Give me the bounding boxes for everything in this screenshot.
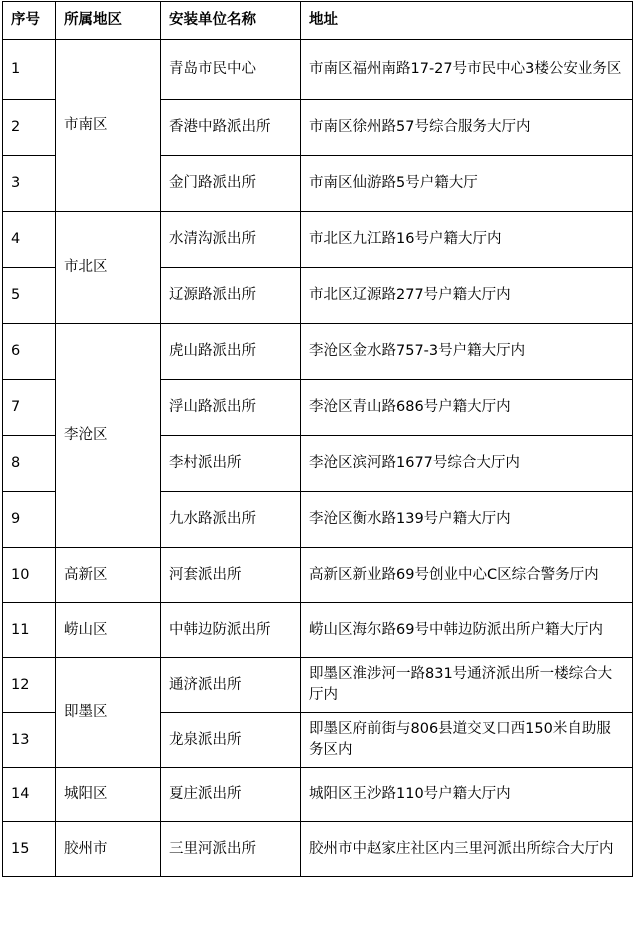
cell-unit-name: 夏庄派出所: [161, 768, 301, 822]
cell-unit-name: 香港中路派出所: [161, 100, 301, 156]
cell-region: 胶州市: [56, 822, 161, 877]
table-row: [3, 548, 633, 603]
cell-unit-name: 三里河派出所: [161, 822, 301, 877]
cell-address: 市北区辽源路277号户籍大厅内: [301, 268, 633, 324]
table-row: [3, 658, 633, 713]
installation-locations-table: [2, 1, 633, 877]
cell-address: 市南区福州南路17-27号市民中心3楼公安业务区: [301, 40, 633, 100]
cell-address: 即墨区府前街与806县道交叉口西150米自助服务区内: [301, 713, 633, 768]
cell-address: 崂山区海尔路69号中韩边防派出所户籍大厅内: [301, 603, 633, 658]
cell-region: 城阳区: [56, 768, 161, 822]
cell-region: 即墨区: [56, 658, 161, 768]
cell-address: 李沧区青山路686号户籍大厅内: [301, 380, 633, 436]
cell-unit-name: 李村派出所: [161, 436, 301, 492]
cell-unit-name: 浮山路派出所: [161, 380, 301, 436]
table-row: [3, 40, 633, 100]
cell-address: 胶州市中赵家庄社区内三里河派出所综合大厅内: [301, 822, 633, 877]
cell-unit-name: 金门路派出所: [161, 156, 301, 212]
table-body: [3, 40, 633, 877]
cell-index: 11: [3, 603, 56, 658]
cell-address: 市北区九江路16号户籍大厅内: [301, 212, 633, 268]
column-header-region: 所属地区: [56, 2, 161, 40]
cell-index: 3: [3, 156, 56, 212]
table-row: [3, 768, 633, 822]
cell-address: 李沧区衡水路139号户籍大厅内: [301, 492, 633, 548]
cell-unit-name: 河套派出所: [161, 548, 301, 603]
cell-unit-name: 中韩边防派出所: [161, 603, 301, 658]
table-row: [3, 324, 633, 380]
cell-index: 9: [3, 492, 56, 548]
cell-index: 10: [3, 548, 56, 603]
cell-address: 即墨区淮涉河一路831号通济派出所一楼综合大厅内: [301, 658, 633, 713]
cell-region: 崂山区: [56, 603, 161, 658]
cell-unit-name: 通济派出所: [161, 658, 301, 713]
cell-index: 15: [3, 822, 56, 877]
column-header-unit: 安装单位名称: [161, 2, 301, 40]
cell-index: 13: [3, 713, 56, 768]
cell-address: 市南区仙游路5号户籍大厅: [301, 156, 633, 212]
cell-address: 李沧区金水路757-3号户籍大厅内: [301, 324, 633, 380]
cell-address: 城阳区王沙路110号户籍大厅内: [301, 768, 633, 822]
cell-index: 14: [3, 768, 56, 822]
cell-address: 市南区徐州路57号综合服务大厅内: [301, 100, 633, 156]
cell-index: 1: [3, 40, 56, 100]
cell-index: 5: [3, 268, 56, 324]
cell-index: 6: [3, 324, 56, 380]
cell-unit-name: 龙泉派出所: [161, 713, 301, 768]
cell-index: 4: [3, 212, 56, 268]
cell-region: 李沧区: [56, 324, 161, 548]
cell-address: 李沧区滨河路1677号综合大厅内: [301, 436, 633, 492]
cell-unit-name: 辽源路派出所: [161, 268, 301, 324]
cell-index: 2: [3, 100, 56, 156]
table-row: [3, 822, 633, 877]
cell-index: 8: [3, 436, 56, 492]
column-header-index: 序号: [3, 2, 56, 40]
cell-unit-name: 虎山路派出所: [161, 324, 301, 380]
cell-unit-name: 水清沟派出所: [161, 212, 301, 268]
table-row: [3, 603, 633, 658]
cell-region: 市南区: [56, 40, 161, 212]
cell-region: 市北区: [56, 212, 161, 324]
cell-address: 高新区新业路69号创业中心C区综合警务厅内: [301, 548, 633, 603]
cell-index: 12: [3, 658, 56, 713]
cell-region: 高新区: [56, 548, 161, 603]
cell-unit-name: 青岛市民中心: [161, 40, 301, 100]
table-header-row: [3, 2, 633, 40]
column-header-address: 地址: [301, 2, 633, 40]
cell-unit-name: 九水路派出所: [161, 492, 301, 548]
cell-index: 7: [3, 380, 56, 436]
table-header: [3, 2, 633, 40]
table-row: [3, 212, 633, 268]
